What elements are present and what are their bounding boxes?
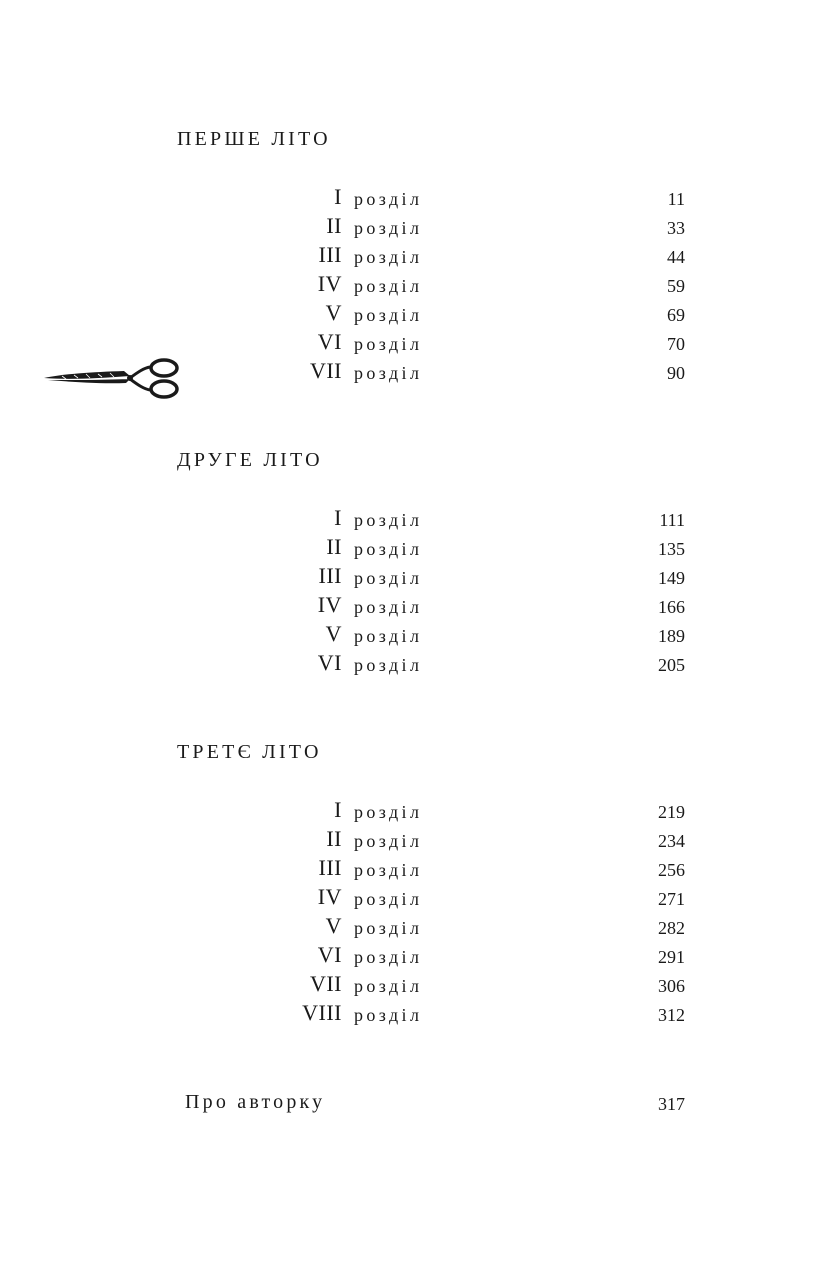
page-number: 312 <box>658 1005 685 1025</box>
section-title: ДРУГЕ ЛІТО <box>177 449 323 471</box>
toc-entry[interactable] <box>0 884 827 913</box>
chapter-number: II <box>326 213 342 238</box>
toc-entry[interactable] <box>0 300 827 329</box>
chapter-label: розділ <box>354 539 423 559</box>
page-number: 11 <box>667 189 685 209</box>
chapter-number: III <box>318 242 342 267</box>
page-number: 149 <box>658 568 685 588</box>
chapter-number: VI <box>317 942 342 967</box>
chapter-label: розділ <box>354 626 423 646</box>
toc-entry[interactable] <box>0 271 827 300</box>
toc-entry[interactable] <box>0 505 827 534</box>
chapter-number: III <box>318 855 342 880</box>
toc-entry[interactable] <box>0 184 827 213</box>
toc-entry[interactable] <box>0 826 827 855</box>
page-number: 59 <box>667 276 685 296</box>
about-author-link[interactable]: Про авторку <box>185 1091 326 1113</box>
page-number: 90 <box>667 363 685 383</box>
chapter-number: IV <box>317 592 342 617</box>
page-number: 111 <box>659 510 685 530</box>
toc-entry[interactable] <box>0 213 827 242</box>
page-number: 291 <box>658 947 685 967</box>
page-number: 166 <box>658 597 685 617</box>
chapter-number: VI <box>317 650 342 675</box>
chapter-label: розділ <box>354 860 423 880</box>
toc-entry[interactable] <box>0 329 827 358</box>
page-number: 271 <box>658 889 685 909</box>
toc-entry[interactable] <box>0 650 827 679</box>
section-title: ПЕРШЕ ЛІТО <box>177 128 331 150</box>
page-number: 33 <box>667 218 685 238</box>
toc-entry[interactable] <box>0 534 827 563</box>
chapter-number: II <box>326 534 342 559</box>
page-number: 282 <box>658 918 685 938</box>
chapter-label: розділ <box>354 510 423 530</box>
chapter-number: VII <box>309 971 342 996</box>
toc-entry[interactable] <box>0 942 827 971</box>
toc-entry[interactable] <box>0 797 827 826</box>
chapter-label: розділ <box>354 276 423 296</box>
chapter-number: IV <box>317 884 342 909</box>
page-number: 44 <box>667 247 685 267</box>
chapter-label: розділ <box>354 889 423 909</box>
toc-entry[interactable] <box>0 971 827 1000</box>
chapter-label: розділ <box>354 218 423 238</box>
page-number: 70 <box>667 334 685 354</box>
page-number: 205 <box>658 655 685 675</box>
chapter-number: V <box>325 300 342 325</box>
chapter-label: розділ <box>354 655 423 675</box>
chapter-label: розділ <box>354 247 423 267</box>
chapter-label: розділ <box>354 831 423 851</box>
chapter-number: VI <box>317 329 342 354</box>
chapter-label: розділ <box>354 568 423 588</box>
chapter-number: IV <box>317 271 342 296</box>
chapter-number: I <box>334 184 342 209</box>
chapter-number: V <box>325 913 342 938</box>
chapter-label: розділ <box>354 334 423 354</box>
chapter-label: розділ <box>354 597 423 617</box>
toc-entry[interactable] <box>0 855 827 884</box>
chapter-number: II <box>326 826 342 851</box>
chapter-label: розділ <box>354 189 423 209</box>
toc-entry[interactable] <box>0 913 827 942</box>
page-number: 256 <box>658 860 685 880</box>
page-number: 135 <box>658 539 685 559</box>
chapter-label: розділ <box>354 976 423 996</box>
chapter-number: VII <box>309 358 342 383</box>
scissors-icon <box>42 358 182 402</box>
chapter-number: I <box>334 797 342 822</box>
page-number: 189 <box>658 626 685 646</box>
page-number: 219 <box>658 802 685 822</box>
page-number: 69 <box>667 305 685 325</box>
chapter-number: I <box>334 505 342 530</box>
chapter-label: розділ <box>354 1005 423 1025</box>
page-number: 234 <box>658 831 685 851</box>
chapter-label: розділ <box>354 802 423 822</box>
chapter-number: III <box>318 563 342 588</box>
toc-entry[interactable] <box>0 621 827 650</box>
chapter-label: розділ <box>354 947 423 967</box>
page-number: 306 <box>658 976 685 996</box>
chapter-label: розділ <box>354 305 423 325</box>
toc-entry[interactable] <box>0 592 827 621</box>
chapter-label: розділ <box>354 363 423 383</box>
chapter-number: VIII <box>302 1000 342 1025</box>
section-title: ТРЕТЄ ЛІТО <box>177 741 322 763</box>
chapter-label: розділ <box>354 918 423 938</box>
toc-entry[interactable] <box>0 242 827 271</box>
about-author-page-number: 317 <box>658 1094 685 1114</box>
chapter-number: V <box>325 621 342 646</box>
toc-entry[interactable] <box>0 563 827 592</box>
toc-entry[interactable] <box>0 1000 827 1029</box>
